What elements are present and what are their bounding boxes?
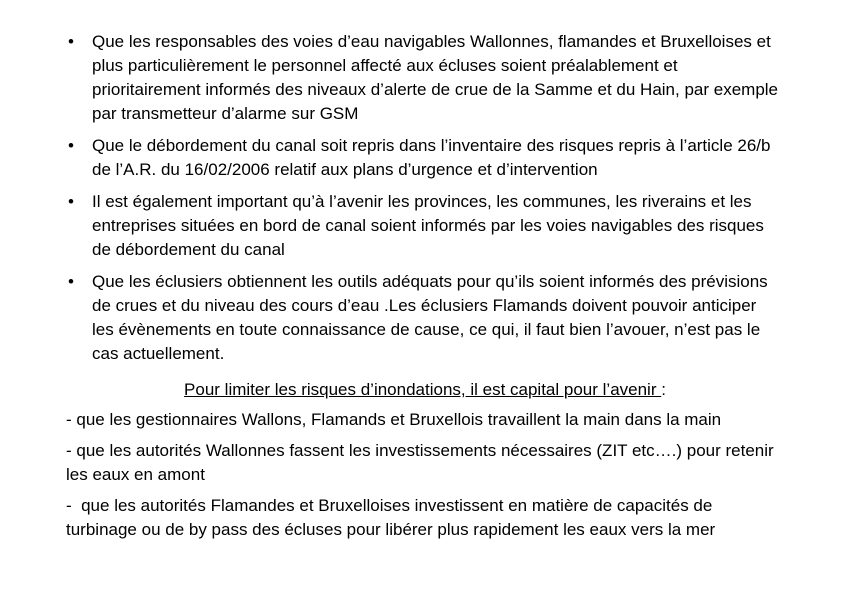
bullet-item-2 [66, 134, 784, 182]
bullet-item-4 [66, 270, 784, 366]
bullet-icon: • [68, 272, 74, 291]
bullet-text-2: Que le débordement du canal soit repris dans l’inventaire des risques repris à l’article 26/b de l’A.R. du 16/02/2006 relatif aux plans d’urgence et d’intervention [92, 136, 771, 179]
section-heading-underlined-text: Pour limiter les risques d’inondations, il est capital pour l’avenir [184, 380, 662, 399]
bullet-icon: • [68, 136, 74, 155]
dash-paragraph-2: - que les autorités Wallonnes fassent les investissements nécessaires (ZIT etc….) pour retenir les eaux en amont [66, 441, 779, 484]
section-heading [66, 378, 784, 402]
bullet-icon: • [68, 32, 74, 51]
bullet-text-4: Que les éclusiers obtiennent les outils adéquats pour qu’ils soient informés des prévisions de crues et du niveau des cours d’eau .Les éclusiers Flamands doivent pouvoir anticiper les évènements en toute connaissance de cause, ce qui, il faut bien l’avouer, n’est pas le cas actuellement. [92, 272, 768, 363]
bullet-item-1 [66, 30, 784, 126]
bullet-item-3 [66, 190, 784, 262]
dash-paragraph-3: - que les autorités Flamandes et Bruxelloises investissent en matière de capacités de turbinage ou de by pass des écluses pour libérer plus rapidement les eaux vers la mer [66, 496, 718, 539]
bullet-text-1: Que les responsables des voies d’eau navigables Wallonnes, flamandes et Bruxelloises et plus particulièrement le personnel affecté aux écluses soient préalablement et prioritairement informés des niveaux d’alerte de crue de la Samme et du Hain, par exemple par transmetteur d’alarme sur GSM [92, 32, 779, 123]
section-heading-colon: : [661, 380, 666, 399]
bullet-text-3: Il est également important qu’à l’avenir les provinces, les communes, les riverains et les entreprises situées en bord de canal soient informés par les voies navigables des risques de débordement du canal [92, 192, 764, 259]
dash-paragraph-1: - que les gestionnaires Wallons, Flamands et Bruxellois travaillent la main dans la main [66, 410, 722, 429]
bullet-icon: • [68, 192, 74, 211]
